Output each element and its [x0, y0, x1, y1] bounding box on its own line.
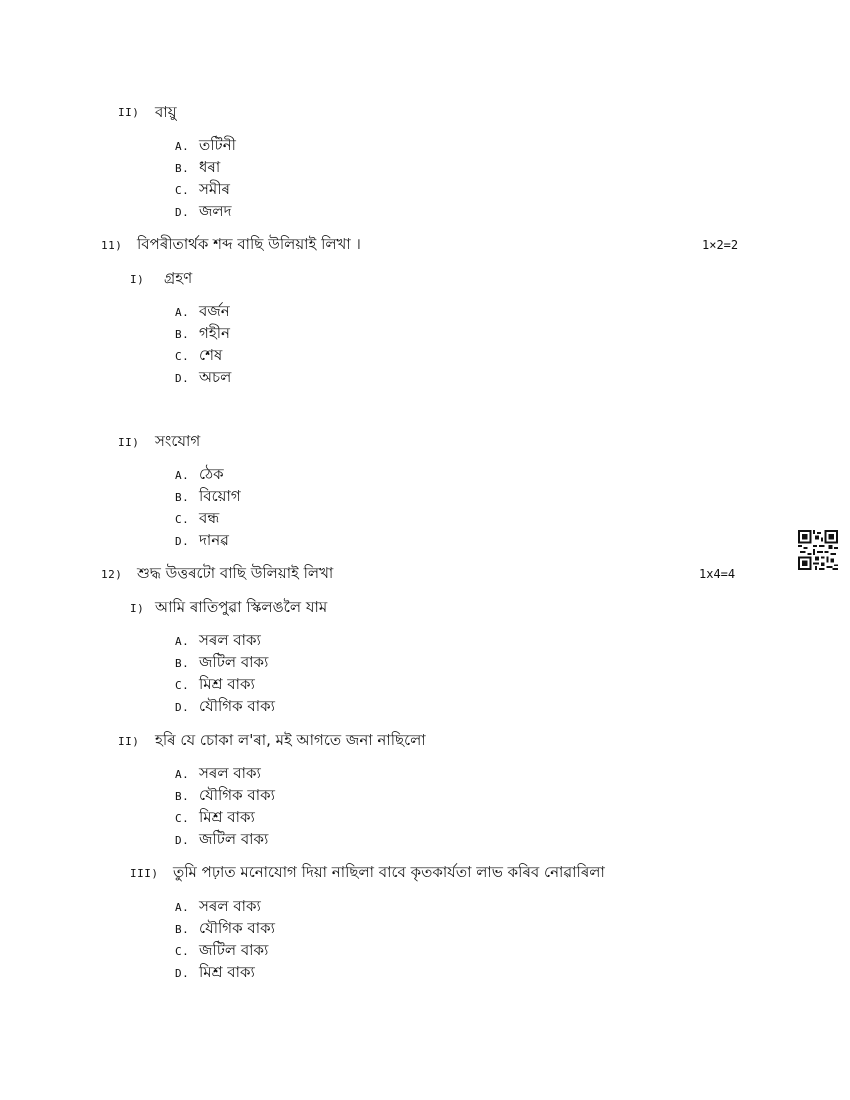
option-text: বন্ধ: [199, 509, 220, 527]
option-label: D.: [175, 967, 190, 980]
option-label: B.: [175, 491, 190, 504]
option-text: জটিল বাক্য: [199, 941, 269, 959]
option: [175, 828, 268, 853]
question-marks: 1x4=4: [699, 567, 736, 581]
option-text: তটিনী: [199, 136, 236, 154]
question-text: শুদ্ধ উত্তৰটো বাছি উলিয়াই লিখা: [137, 564, 334, 582]
option-text: সৰল বাক্য: [199, 764, 261, 782]
option-label: A.: [175, 140, 190, 153]
option-text: অচল: [199, 368, 232, 386]
option-text: যৌগিক বাক্য: [199, 786, 275, 804]
option-text: মিশ্ৰ বাক্য: [199, 963, 255, 981]
option: [175, 961, 255, 986]
option-label: A.: [175, 768, 190, 781]
option-label: C.: [175, 945, 190, 958]
option: [175, 695, 275, 720]
option: [175, 366, 231, 391]
subquestion-number: II): [118, 106, 140, 119]
option-text: জটিল বাক্য: [199, 830, 269, 848]
option-text: মিশ্ৰ বাক্য: [199, 675, 255, 693]
option-label: D.: [175, 372, 190, 385]
option-label: B.: [175, 790, 190, 803]
option-label: D.: [175, 701, 190, 714]
option-text: বিয়োগ: [199, 487, 241, 505]
subquestion-text: হৰি যে চোকা ল'ৰা, মই আগতে জনা নাছিলো: [155, 731, 426, 749]
option-label: A.: [175, 635, 190, 648]
option-text: জটিল বাক্য: [199, 653, 269, 671]
option-text: গহীন: [199, 324, 230, 342]
option-label: B.: [175, 923, 190, 936]
option-label: B.: [175, 162, 190, 175]
option-label: C.: [175, 812, 190, 825]
subquestion-text: সংযোগ: [155, 432, 201, 450]
option-text: ঠেক: [199, 465, 224, 483]
option-label: C.: [175, 679, 190, 692]
option-label: A.: [175, 306, 190, 319]
subquestion-number: III): [130, 867, 159, 880]
option-label: A.: [175, 901, 190, 914]
subquestion-number: I): [130, 602, 145, 615]
subquestion-text: বায়ু: [155, 103, 177, 121]
option-text: দানৱ: [199, 531, 229, 549]
option-label: B.: [175, 657, 190, 670]
option-text: ধৰা: [199, 158, 221, 176]
subquestion-number: I): [130, 273, 145, 286]
option-text: মিশ্ৰ বাক্য: [199, 808, 255, 826]
option-text: জলদ: [199, 202, 232, 220]
subquestion-number: II): [118, 735, 140, 748]
option-label: B.: [175, 328, 190, 341]
option-text: সমীৰ: [199, 180, 230, 198]
option-text: বৰ্জন: [199, 302, 230, 320]
option-label: A.: [175, 469, 190, 482]
option-text: শেষ: [199, 346, 223, 364]
question-number: 12): [101, 568, 123, 581]
option-label: D.: [175, 535, 190, 548]
subquestion-text: তুমি পঢ়াত মনোযোগ দিয়া নাছিলা বাবে কৃতকাৰ্যতা লাভ কৰিব নোৱাৰিলা: [173, 863, 605, 881]
option-text: যৌগিক বাক্য: [199, 919, 275, 937]
option-label: D.: [175, 834, 190, 847]
option-label: C.: [175, 184, 190, 197]
question-marks: 1×2=2: [702, 238, 739, 252]
subquestion-text: গ্ৰহণ: [164, 269, 193, 287]
option-label: D.: [175, 206, 190, 219]
subquestion-number: II): [118, 436, 140, 449]
qr-code-icon: [798, 530, 838, 570]
question-number: 11): [101, 239, 123, 252]
subquestion-text: আমি ৰাতিপুৱা স্কিলঙলৈ যাম: [155, 598, 328, 616]
option: [175, 529, 229, 554]
option: [175, 200, 231, 225]
question-text: বিপৰীতাৰ্থক শব্দ বাছি উলিয়াই লিখা ।: [137, 235, 361, 253]
option-text: যৌগিক বাক্য: [199, 697, 275, 715]
option-label: C.: [175, 513, 190, 526]
option-text: সৰল বাক্য: [199, 631, 261, 649]
option-text: সৰল বাক্য: [199, 897, 261, 915]
option-label: C.: [175, 350, 190, 363]
